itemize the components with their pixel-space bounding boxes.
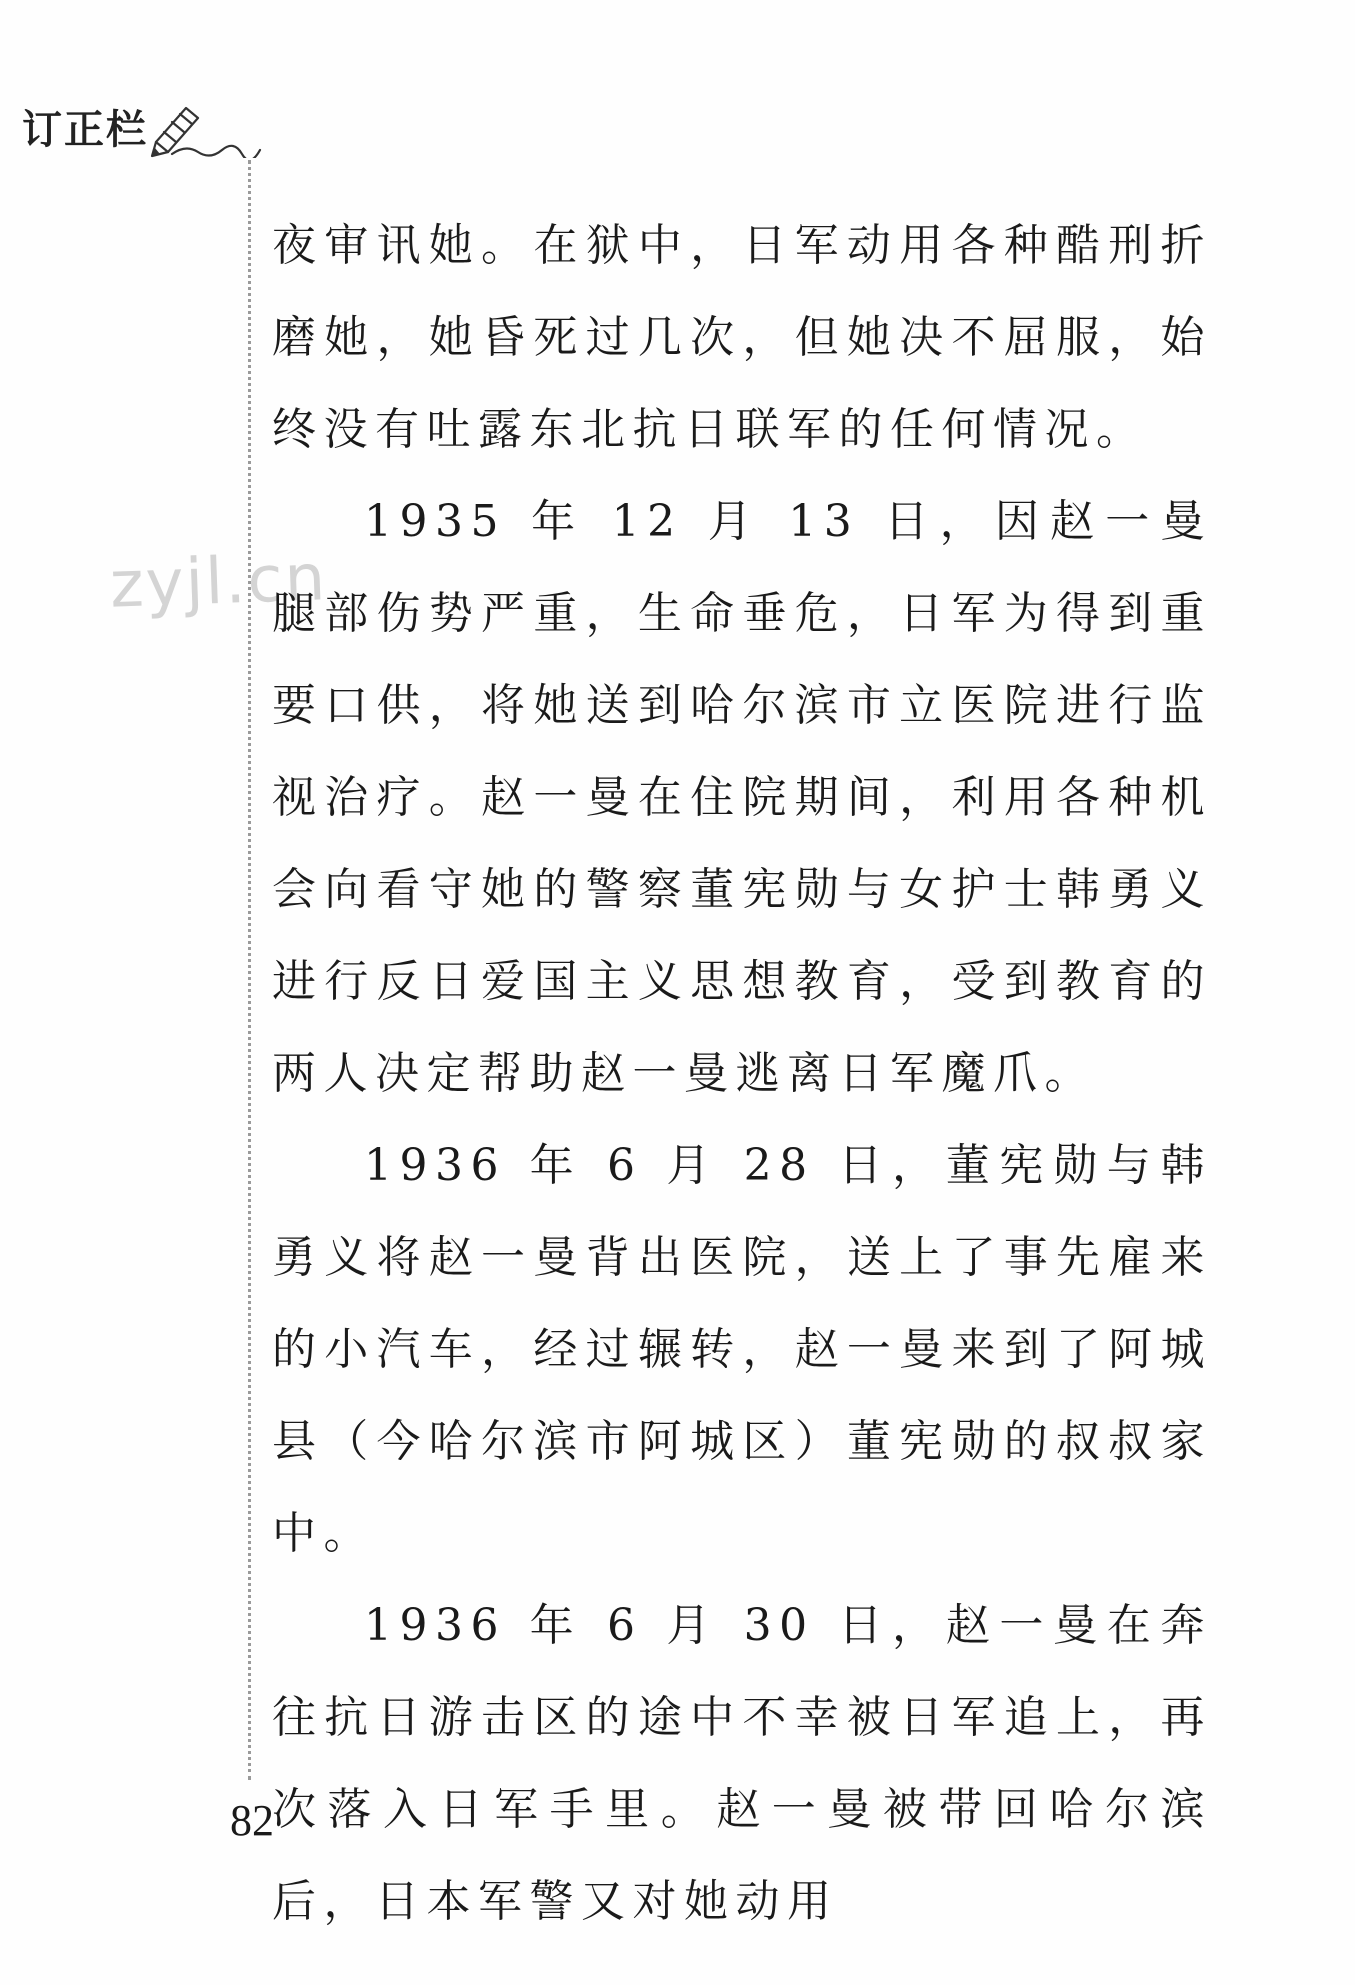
watermark: zyjl.cn xyxy=(108,541,329,623)
body-text xyxy=(272,200,1212,1948)
correction-column-header xyxy=(22,98,262,153)
paragraph: 1936 年 6 月 30 日，赵一曼在奔往抗日游击区的途中不幸被日军追上，再次落入日军手里。赵一曼被带回哈尔滨后，日本军警又对她动用 xyxy=(272,1600,1212,1927)
paragraph: 夜审讯她。在狱中，日军动用各种酷刑折磨她，她昏死过几次，但她决不屈服，始终没有吐露东北抗日联军的任何情况。 xyxy=(272,220,1212,455)
page-number: 82 xyxy=(230,1796,274,1845)
paragraph: 1935 年 12 月 13 日，因赵一曼腿部伤势严重，生命垂危，日军为得到重要口供，将她送到哈尔滨市立医院进行监视治疗。赵一曼在住院期间，利用各种机会向看守她的警察董宪勋与女护士韩勇义进行反日爱国主义思想教育，受到教育的两人决定帮助赵一曼逃离日军魔爪。 xyxy=(272,496,1212,1099)
correction-column-label: 订正栏 xyxy=(22,107,148,153)
margin-dotted-rule xyxy=(248,160,251,1780)
pencil-icon xyxy=(142,98,262,158)
paragraph: 1936 年 6 月 28 日，董宪勋与韩勇义将赵一曼背出医院，送上了事先雇来的小汽车，经过辗转，赵一曼来到了阿城县（今哈尔滨市阿城区）董宪勋的叔叔家中。 xyxy=(272,1140,1212,1559)
